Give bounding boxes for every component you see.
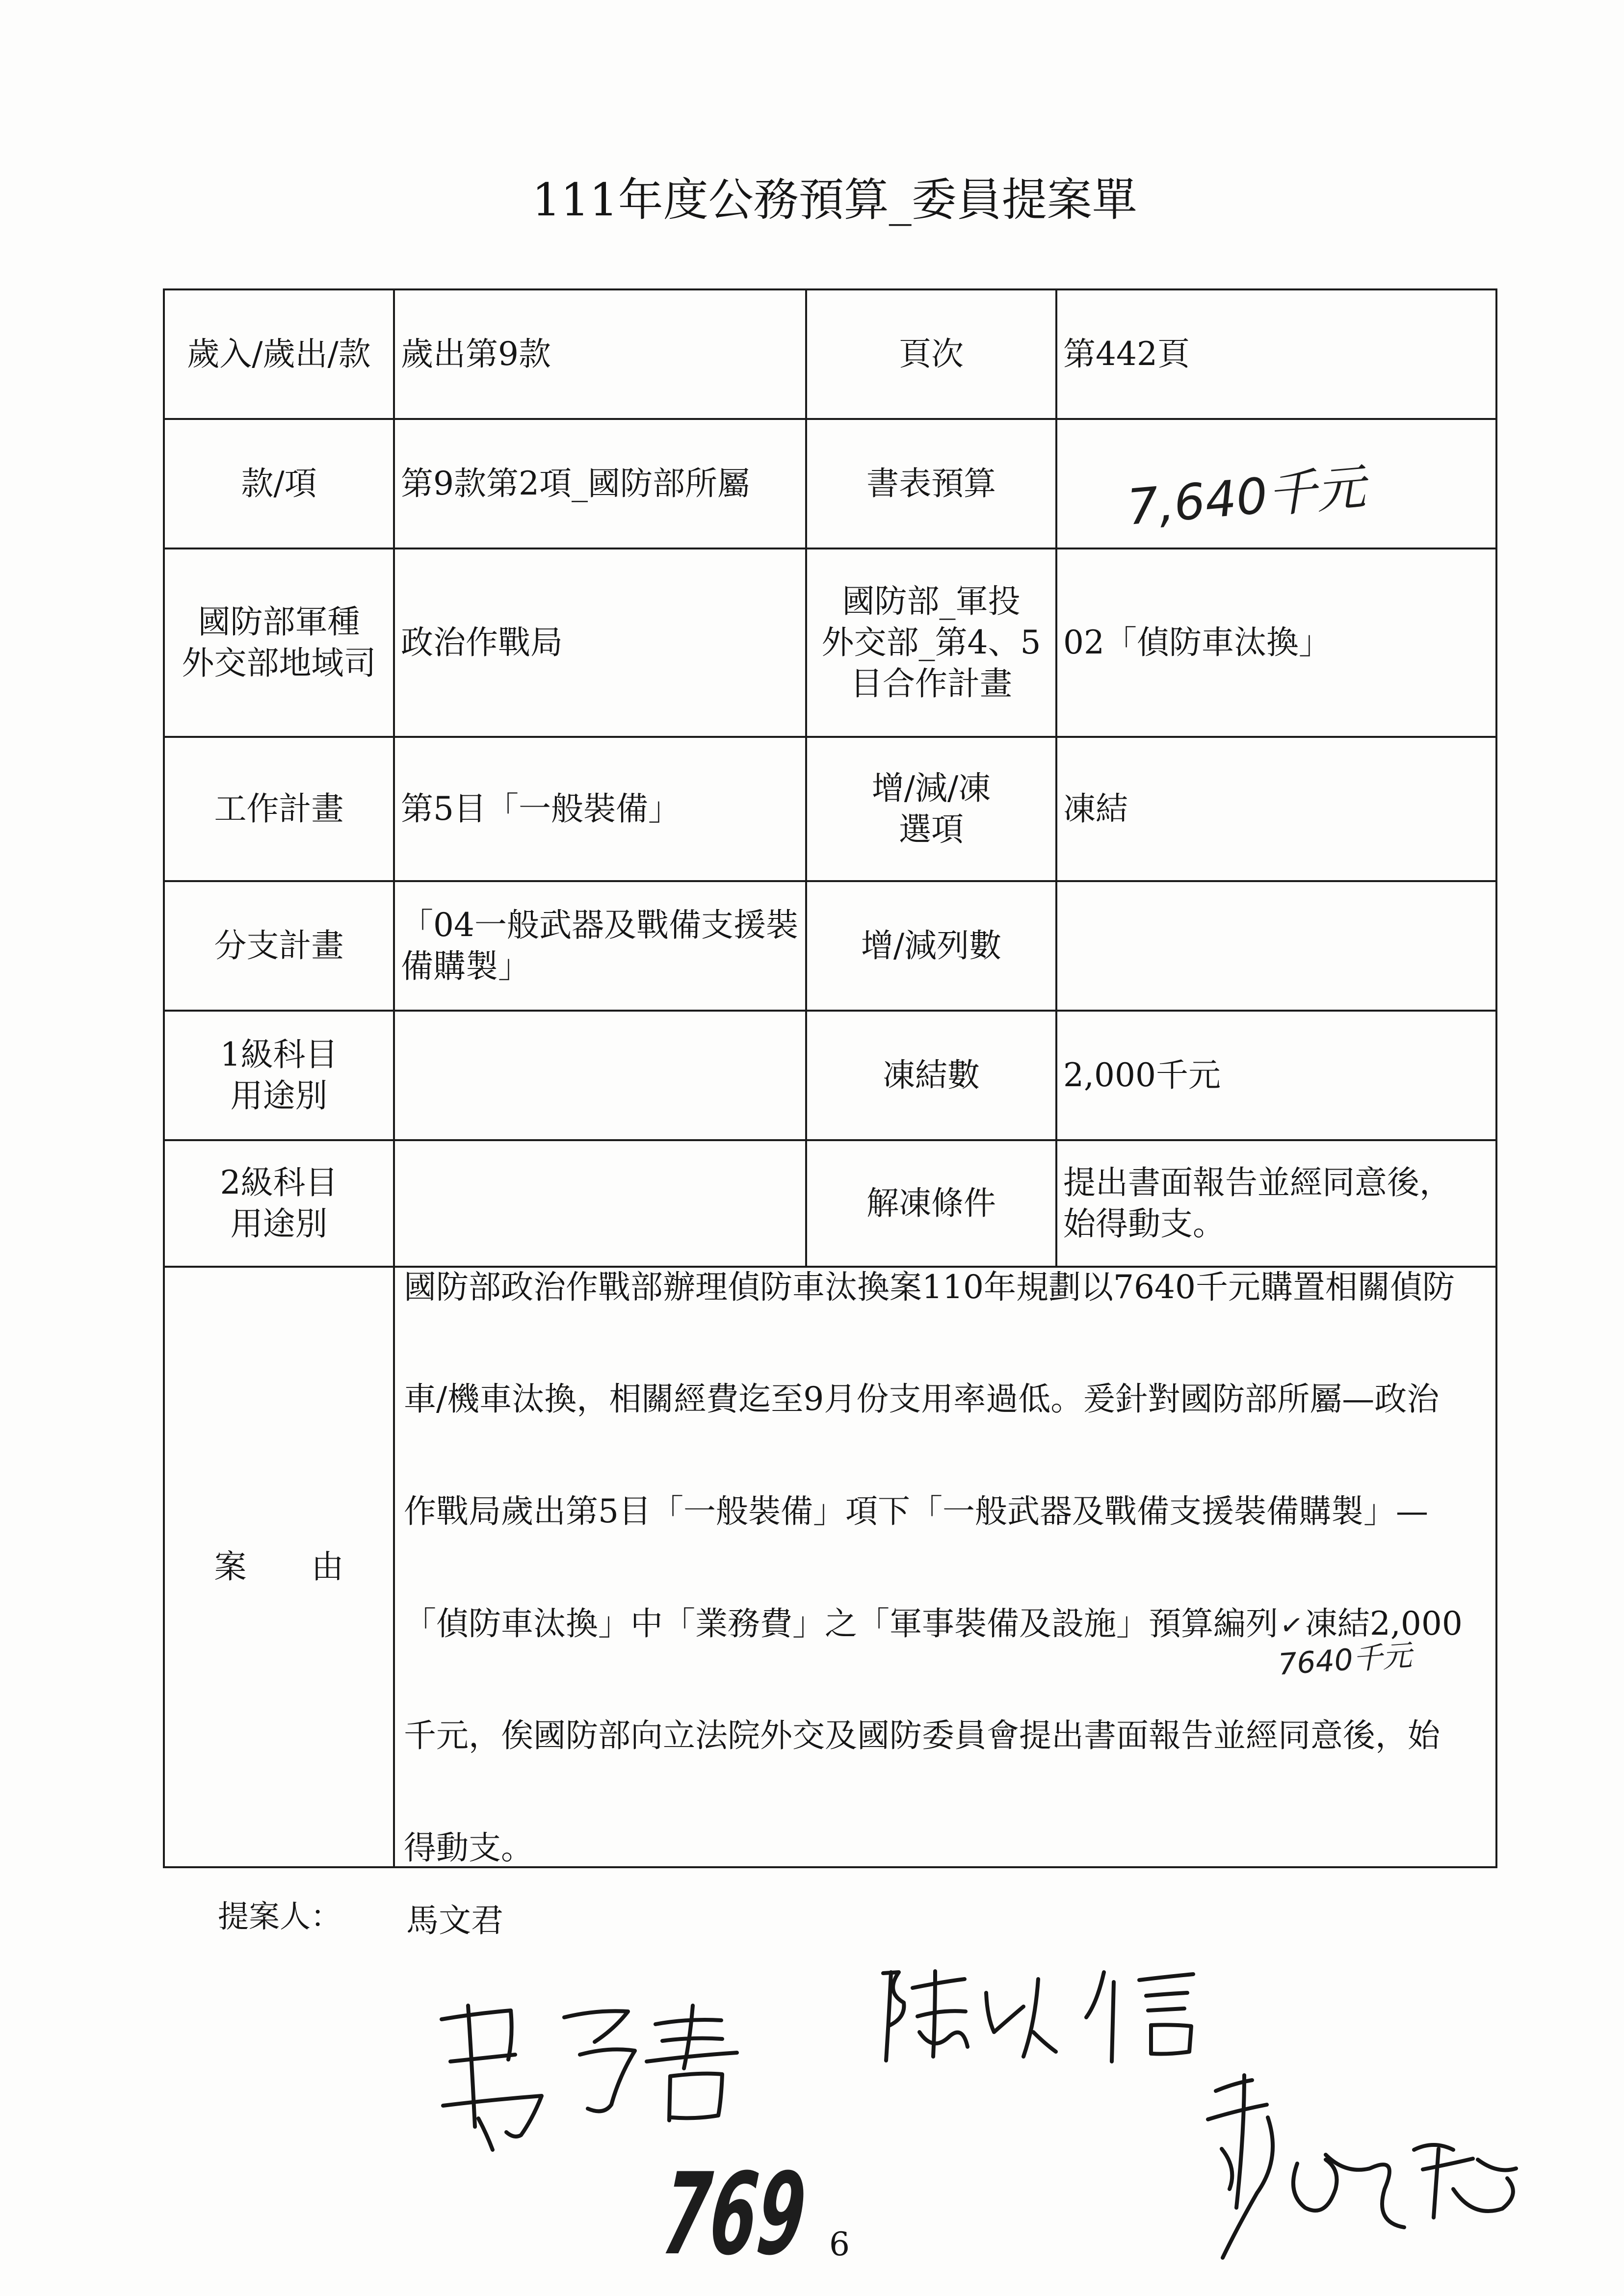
label-adjust-option — [806, 737, 1056, 881]
signature-stroke — [1293, 2160, 1337, 2211]
form-row-level2-subject — [164, 1140, 1496, 1267]
signature-stroke — [670, 2074, 722, 2118]
cell-text: 目合作計畫 — [850, 665, 1012, 703]
signature-ma-wen-chun — [442, 2006, 737, 2150]
cell-text: 工作計畫 — [214, 790, 344, 828]
signature-stroke — [1414, 2145, 1453, 2150]
form-row-level1-subject — [164, 1011, 1496, 1140]
value-cooperation-plan — [1056, 548, 1496, 737]
signature-stroke — [655, 2020, 721, 2024]
signature-stroke — [508, 2010, 512, 2060]
page-number: 6 — [829, 2225, 850, 2263]
cell-text: 外交部_第4、5 — [821, 624, 1041, 661]
handwritten-number: 769 — [658, 2149, 811, 2280]
signature-stroke — [1453, 2178, 1513, 2211]
value-level1-subject — [394, 1011, 806, 1140]
cell-text: 凍結 — [1063, 790, 1128, 828]
label-sub-plan — [164, 881, 394, 1011]
form-row-account — [164, 289, 1496, 419]
cell-text: 頁次 — [899, 335, 964, 373]
value-account — [394, 289, 806, 419]
cell-text: 歲出第9款 — [401, 335, 551, 373]
cell-text: 始得動支。 — [1063, 1205, 1225, 1243]
signature-stroke — [580, 2049, 635, 2111]
signature-stroke — [1151, 2025, 1191, 2054]
label-statement-budget — [806, 419, 1056, 548]
signature-stroke — [1423, 2159, 1473, 2169]
signature-stroke — [883, 1972, 904, 2025]
label-page — [806, 289, 1056, 419]
cell-text: 提出書面報告並經同意後， — [1063, 1164, 1452, 1201]
cell-text: 案 由 — [214, 1548, 344, 1586]
cell-text: 增/減/凍 — [871, 769, 991, 807]
signature-chen-yi-hsin — [883, 1971, 1193, 2061]
signature-stroke — [684, 2006, 693, 2068]
signature-stroke — [1148, 2009, 1184, 2010]
handwritten-amount-insert: 7640千元 — [1277, 1638, 1413, 1682]
signature-stroke — [1434, 2149, 1439, 2218]
case-text-segment: 「偵防車汰換」中「業務費」之「軍事裝備及設施」預算編列 — [404, 1605, 1278, 1643]
cell-text: 用途別 — [230, 1205, 328, 1243]
form-row-case-reason — [164, 1267, 1496, 1867]
signature-stroke — [1216, 2080, 1252, 2091]
cell-text: 政治作戰局 — [401, 624, 563, 661]
label-level1-subject — [164, 1011, 394, 1140]
signature-stroke — [450, 2055, 515, 2061]
case-text-line: 得動支。 — [404, 1829, 533, 1867]
cell-text: 書表預算 — [866, 465, 996, 502]
value-frozen-amount — [1056, 1011, 1496, 1140]
signature-stroke — [468, 2006, 475, 2127]
signature-stroke — [1222, 2149, 1232, 2189]
signature-stroke — [1326, 2155, 1404, 2227]
signature-stroke — [662, 2038, 722, 2041]
value-level2-subject — [394, 1140, 806, 1267]
signature-stroke — [1478, 2160, 1516, 2170]
form-title: 111年度公務預算_委員提案單 — [532, 174, 1137, 226]
label-level2-subject — [164, 1140, 394, 1267]
value-sub-plan — [394, 881, 806, 1011]
signature-stroke — [564, 2011, 628, 2042]
label-revenue-expense-account — [164, 289, 394, 419]
cell-text: 02「偵防車汰換」 — [1063, 624, 1331, 661]
case-text-line: 千元，俟國防部向立法院外交及國防委員會提出書面報告並經同意後，始 — [404, 1717, 1440, 1754]
cell-text: 第442頁 — [1063, 335, 1190, 373]
value-page — [1056, 289, 1496, 419]
cell-text: 用途別 — [230, 1077, 328, 1115]
signature-stroke — [1223, 2117, 1273, 2258]
cell-text: 「04一般武器及戰備支援裝 — [401, 906, 798, 944]
cell-text: 2級科目 — [220, 1164, 338, 1201]
cell-text: 歲入/歲出/款 — [187, 335, 371, 373]
value-work-plan — [394, 737, 806, 881]
cell-text: 選項 — [899, 810, 964, 848]
label-unfreeze-condition — [806, 1140, 1056, 1267]
cell-text: 2,000千元 — [1063, 1056, 1221, 1094]
label-frozen-amount — [806, 1011, 1056, 1140]
signature-stroke — [1139, 1974, 1193, 1980]
signature-stroke — [442, 2010, 511, 2019]
signature-stroke — [1112, 1982, 1114, 2061]
cell-text: 備購製」 — [401, 947, 530, 985]
case-text-line: 車/機車汰換，相關經費迄至9月份支用率過低。爰針對國防部所屬—政治 — [404, 1380, 1440, 1418]
cell-text: 1級科目 — [220, 1036, 338, 1073]
value-account-item — [394, 419, 806, 548]
proposer-name: 馬文君 — [406, 1902, 503, 1939]
cell-text: 國防部_軍投 — [842, 582, 1021, 620]
value-case-reason — [394, 1267, 1496, 1867]
cell-text: 第5目「一般裝備」 — [401, 790, 681, 828]
label-account-item — [164, 419, 394, 548]
cell-text: 解凍條件 — [866, 1184, 996, 1222]
signature-stroke — [1023, 1979, 1038, 2057]
value-statement-budget — [1056, 419, 1496, 548]
signature-stroke — [669, 2076, 670, 2120]
label-cooperation-plan — [806, 548, 1056, 737]
cell-text: 款/項 — [241, 465, 317, 502]
form-row-sub-plan — [164, 881, 1496, 1011]
label-adjust-amount — [806, 881, 1056, 1011]
cell-text: 國防部軍種 — [198, 603, 360, 641]
case-text-line: 作戰局歲出第5目「一般裝備」項下「一般武器及戰備支援裝備購製」— — [404, 1492, 1428, 1530]
proposal-form-table — [163, 288, 1497, 1868]
case-text-segment: 凍結2,000 — [1305, 1605, 1463, 1643]
proposer-label: 提案人： — [218, 1899, 341, 1934]
case-text-line — [404, 1604, 1463, 1644]
cell-text: 外交部地域司 — [182, 644, 376, 682]
signature-stroke — [917, 2011, 966, 2016]
signature-stroke — [919, 2032, 968, 2047]
cell-text: 增/減列數 — [861, 927, 1002, 965]
case-text-line: 國防部政治作戰部辦理偵防車汰換案110年規劃以7640千元購置相關偵防 — [404, 1268, 1455, 1306]
value-adjust-amount — [1056, 881, 1496, 1011]
signature-stroke — [986, 1993, 1023, 2032]
value-adjust-option — [1056, 737, 1496, 881]
label-case-reason — [164, 1267, 394, 1867]
signature-stroke — [1086, 1972, 1104, 2017]
signature-stroke — [1146, 1993, 1187, 1996]
signature-stroke — [478, 2118, 493, 2150]
signature-third — [1208, 2075, 1516, 2258]
cell-text: 第9款第2項_國防部所屬 — [401, 465, 750, 502]
value-unfreeze-condition — [1056, 1140, 1496, 1267]
signature-stroke — [1208, 2105, 1267, 2119]
signature-stroke — [913, 1979, 965, 1988]
handwritten-budget-amount: 7,640千元 — [1125, 458, 1368, 536]
signature-stroke — [647, 2053, 737, 2061]
cell-text: 分支計畫 — [214, 927, 344, 965]
signature-stroke — [933, 1971, 935, 2057]
handwritten-check-mark: ✓ — [1278, 1608, 1306, 1643]
label-military-branch — [164, 548, 394, 737]
case-reason-body — [395, 1268, 1495, 1867]
signature-stroke — [443, 2096, 542, 2137]
cell-text: 凍結數 — [883, 1056, 980, 1094]
form-row-item — [164, 419, 1496, 548]
signature-stroke — [1033, 2032, 1056, 2052]
value-agency — [394, 548, 806, 737]
label-work-plan — [164, 737, 394, 881]
form-row-work-plan — [164, 737, 1496, 881]
form-row-agency — [164, 548, 1496, 737]
signature-stroke — [1236, 2075, 1244, 2208]
signature-stroke — [886, 1972, 891, 2061]
